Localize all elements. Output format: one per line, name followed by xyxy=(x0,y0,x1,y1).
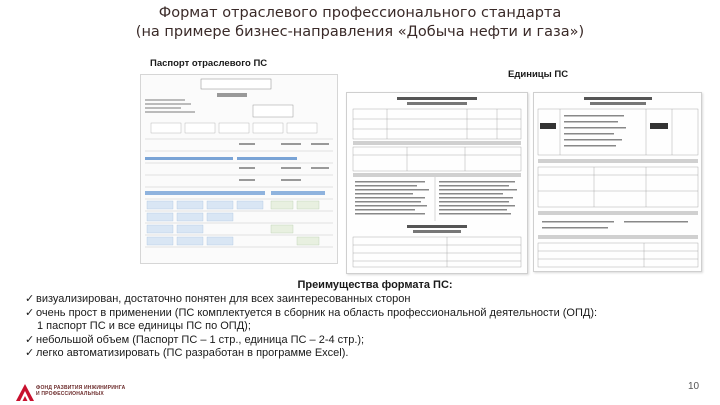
slide-title-line1: Формат отраслевого профессионального стандарта xyxy=(158,5,562,21)
advantage-item xyxy=(25,347,720,361)
slide-title xyxy=(0,4,720,42)
advantage-text: легко автоматизировать (ПС разработан в программе Excel). xyxy=(36,347,349,360)
unit-document-image-2 xyxy=(533,92,702,272)
advantage-item-continuation xyxy=(25,320,720,334)
page-number: 10 xyxy=(688,381,700,392)
units-label: Единицы ПС xyxy=(508,69,569,80)
advantages-list xyxy=(0,293,720,361)
advantage-text: 1 паспорт ПС и все единицы ПС по ОПД); xyxy=(37,320,251,333)
fund-logo-text-line1: ФОНД РАЗВИТИЯ ИНЖИНИРИНГА xyxy=(36,385,126,391)
advantages-heading: Преимущества формата ПС: xyxy=(297,279,453,291)
unit-document-image-1 xyxy=(346,92,528,274)
slide-title-line2: (на примере бизнес-направления «Добыча нефти и газа») xyxy=(135,24,585,40)
advantage-item xyxy=(25,334,720,348)
advantage-item xyxy=(25,293,720,307)
check-icon: ✓ xyxy=(25,333,35,346)
advantage-item xyxy=(25,307,720,321)
advantage-text: очень прост в применении (ПС комплектуется в сборник на область профессиональной деятельности (ОПД): xyxy=(36,306,598,319)
advantage-text: визуализирован, достаточно понятен для всех заинтересованных сторон xyxy=(36,293,411,305)
fund-logo-text xyxy=(36,385,125,397)
check-icon: ✓ xyxy=(25,347,35,360)
passport-label: Паспорт отраслевого ПС xyxy=(150,58,268,69)
advantages-section xyxy=(0,278,720,361)
passport-document-image xyxy=(140,74,338,264)
fund-logo-icon xyxy=(14,381,36,403)
check-icon: ✓ xyxy=(25,293,35,305)
advantage-text: небольшой объем (Паспорт ПС – 1 стр., единица ПС – 2-4 стр.); xyxy=(36,333,365,346)
fund-logo-text-line2: И ПРОФЕССИОНАЛЬНЫХ xyxy=(36,391,104,397)
check-icon: ✓ xyxy=(25,306,35,319)
